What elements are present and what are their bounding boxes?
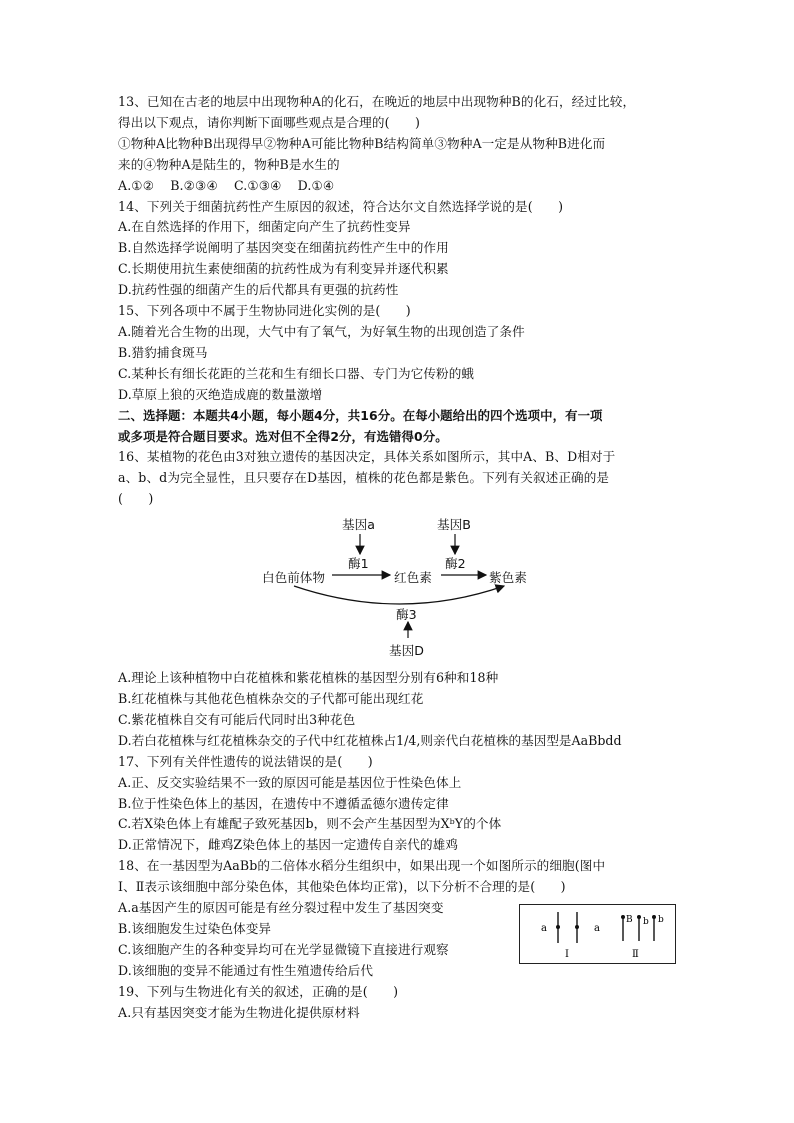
q18-options-with-figure — [118, 898, 678, 982]
q16-stem-line1: 16、某植物的花色由3对独立遗传的基因决定，具体关系如图所示，其中A、B、D相对于 — [118, 449, 616, 465]
purple-pigment-label: 紫色素 — [489, 570, 527, 586]
q14-option-d[interactable]: D.抗药性强的细菌产生的后代都具有更强的抗药性 — [118, 282, 399, 298]
chromosome-i-label: Ⅰ — [565, 949, 569, 961]
q13-stem-line2: 得出以下观点，请你判断下面哪些观点是合理的( ) — [118, 114, 420, 130]
q17-option-d[interactable]: D.正常情况下，雌鸡Z染色体上的基因一定遗传自亲代的雄鸡 — [118, 837, 459, 853]
q17-stem: 17、下列有关伴性遗传的说法错误的是( ) — [118, 753, 373, 769]
centromere-i-right — [575, 925, 579, 929]
q19-stem: 19、下列与生物进化有关的叙述，正确的是( ) — [118, 983, 399, 999]
chromosome-drawing — [520, 905, 675, 963]
question-15 — [118, 301, 678, 406]
question-19 — [118, 982, 678, 1024]
q14-option-c[interactable]: C.长期使用抗生素使细菌的抗药性成为有利变异并逐代积累 — [118, 261, 449, 277]
q13-option-c[interactable]: C.①③④ — [233, 177, 282, 193]
q18-option-d[interactable]: D.该细胞的变异不能通过有性生殖遗传给后代 — [118, 962, 374, 978]
centromere-ii-1 — [621, 915, 625, 919]
q15-option-c[interactable]: C.某种长有细长花距的兰花和生有细长口器、专门为它传粉的蛾 — [118, 365, 475, 381]
question-18 — [118, 856, 678, 981]
gene-label-b1: b — [643, 917, 649, 928]
q14-stem: 14、下列关于细菌抗药性产生原因的叙述，符合达尔文自然选择学说的是( ) — [118, 198, 564, 214]
section-2-line2: 或多项是符合题目要求。选对但不全得2分，有选错得0分。 — [118, 428, 448, 444]
question-16 — [118, 447, 678, 751]
q13-options — [118, 176, 678, 197]
q16-option-b[interactable]: B.红花植株与其他花色植株杂交的子代都可能出现红花 — [118, 691, 424, 707]
q18-option-c[interactable]: C.该细胞产生的各种变异均可在光学显微镜下直接进行观察 — [118, 941, 449, 957]
gene-label-a1: a — [541, 923, 547, 935]
q19-option-a[interactable]: A.只有基因突变才能为生物进化提供原材料 — [118, 1004, 360, 1020]
q13-stem-line1: 13、已知在古老的地层中出现物种A的化石，在晚近的地层中出现物种B的化石，经过比较， — [118, 94, 636, 109]
question-17 — [118, 752, 678, 857]
q15-option-b[interactable]: B.猎豹捕食斑马 — [118, 344, 208, 360]
q13-option-d[interactable]: D.①④ — [297, 177, 335, 193]
q18-stem-line2: Ⅰ、Ⅱ表示该细胞中部分染色体，其他染色体均正常)，以下分析不合理的是( ) — [118, 879, 566, 895]
q16-option-d[interactable]: D.若白花植株与红花植株杂交的子代中红花植株占1/4,则亲代白花植株的基因型是AaBbdd — [118, 732, 622, 748]
q13-stem-line3: ①物种A比物种B出现得早②物种A可能比物种B结构简单③物种A一定是从物种B进化而 — [118, 135, 606, 151]
gene-d-label: 基因D — [389, 643, 424, 659]
q17-option-b[interactable]: B.位于性染色体上的基因，在遗传中不遵循孟德尔遗传定律 — [118, 795, 449, 811]
q15-option-a[interactable]: A.随着光合生物的出现，大气中有了氧气，为好氧生物的出现创造了条件 — [118, 323, 525, 339]
question-13 — [118, 92, 678, 197]
exam-page — [118, 92, 678, 1024]
q16-option-c[interactable]: C.紫花植株自交有可能后代同时出3种花色 — [118, 711, 356, 727]
q18-stem-line1: 18、在一基因型为AaBb的二倍体水稻分生组织中，如果出现一个如图所示的细胞(图中 — [118, 858, 606, 874]
q16-option-a[interactable]: A.理论上该种植物中白花植株和紫花植株的基因型分别有6种和18种 — [118, 670, 499, 686]
q16-stem-line2: a、b、d为完全显性，且只要存在D基因，植株的花色都是紫色。下列有关叙述正确的是 — [118, 470, 610, 486]
red-pigment-label: 红色素 — [394, 570, 432, 586]
q14-option-b[interactable]: B.自然选择学说阐明了基因突变在细菌抗药性产生中的作用 — [118, 240, 449, 256]
gene-a-label: 基因a — [342, 517, 375, 533]
chromosome-ii-label: Ⅱ — [632, 949, 639, 961]
centromere-ii-3 — [652, 915, 656, 919]
gene-label-b2: b — [658, 915, 664, 926]
question-14 — [118, 197, 678, 302]
q16-stem-line3: ( ) — [118, 491, 154, 507]
flower-color-pathway-diagram — [118, 510, 678, 668]
white-to-purple-curve — [294, 586, 504, 604]
q13-option-b[interactable]: B.②③④ — [170, 177, 218, 193]
enzyme-3-label: 酶3 — [396, 607, 417, 623]
q15-stem: 15、下列各项中不属于生物协同进化实例的是( ) — [118, 303, 411, 319]
centromere-ii-2 — [637, 915, 641, 919]
q17-option-c[interactable]: C.若X染色体上有雄配子致死基因b，则不会产生基因型为XᵇY的个体 — [118, 816, 502, 832]
q17-option-a[interactable]: A.正、反交实验结果不一致的原因可能是基因位于性染色体上 — [118, 774, 462, 790]
gene-b-label: 基因B — [437, 517, 471, 533]
section-2-line1: 二、选择题：本题共4小题，每小题4分，共16分。在每小题给出的四个选项中，有一项 — [118, 407, 603, 423]
enzyme-2-label: 酶2 — [445, 556, 466, 572]
section-2-heading — [118, 406, 678, 448]
gene-label-B: B — [626, 915, 633, 926]
centromere-i-left — [556, 925, 560, 929]
enzyme-1-label: 酶1 — [348, 556, 369, 572]
q18-option-b[interactable]: B.该细胞发生过染色体变异 — [118, 921, 272, 936]
white-precursor-label: 白色前体物 — [262, 570, 325, 586]
chromosome-figure — [519, 904, 676, 964]
q13-option-a[interactable]: A.①② — [118, 177, 155, 193]
q14-option-a[interactable]: A.在自然选择的作用下，细菌定向产生了抗药性变异 — [118, 219, 411, 235]
q18-option-a[interactable]: A.a基因产生的原因可能是有丝分裂过程中发生了基因突变 — [118, 900, 444, 916]
q15-option-d[interactable]: D.草原上狼的灭绝造成鹿的数量激增 — [118, 386, 323, 402]
gene-label-a2: a — [594, 923, 600, 935]
q13-stem-line4: 来的④物种A是陆生的，物种B是水生的 — [118, 156, 340, 172]
